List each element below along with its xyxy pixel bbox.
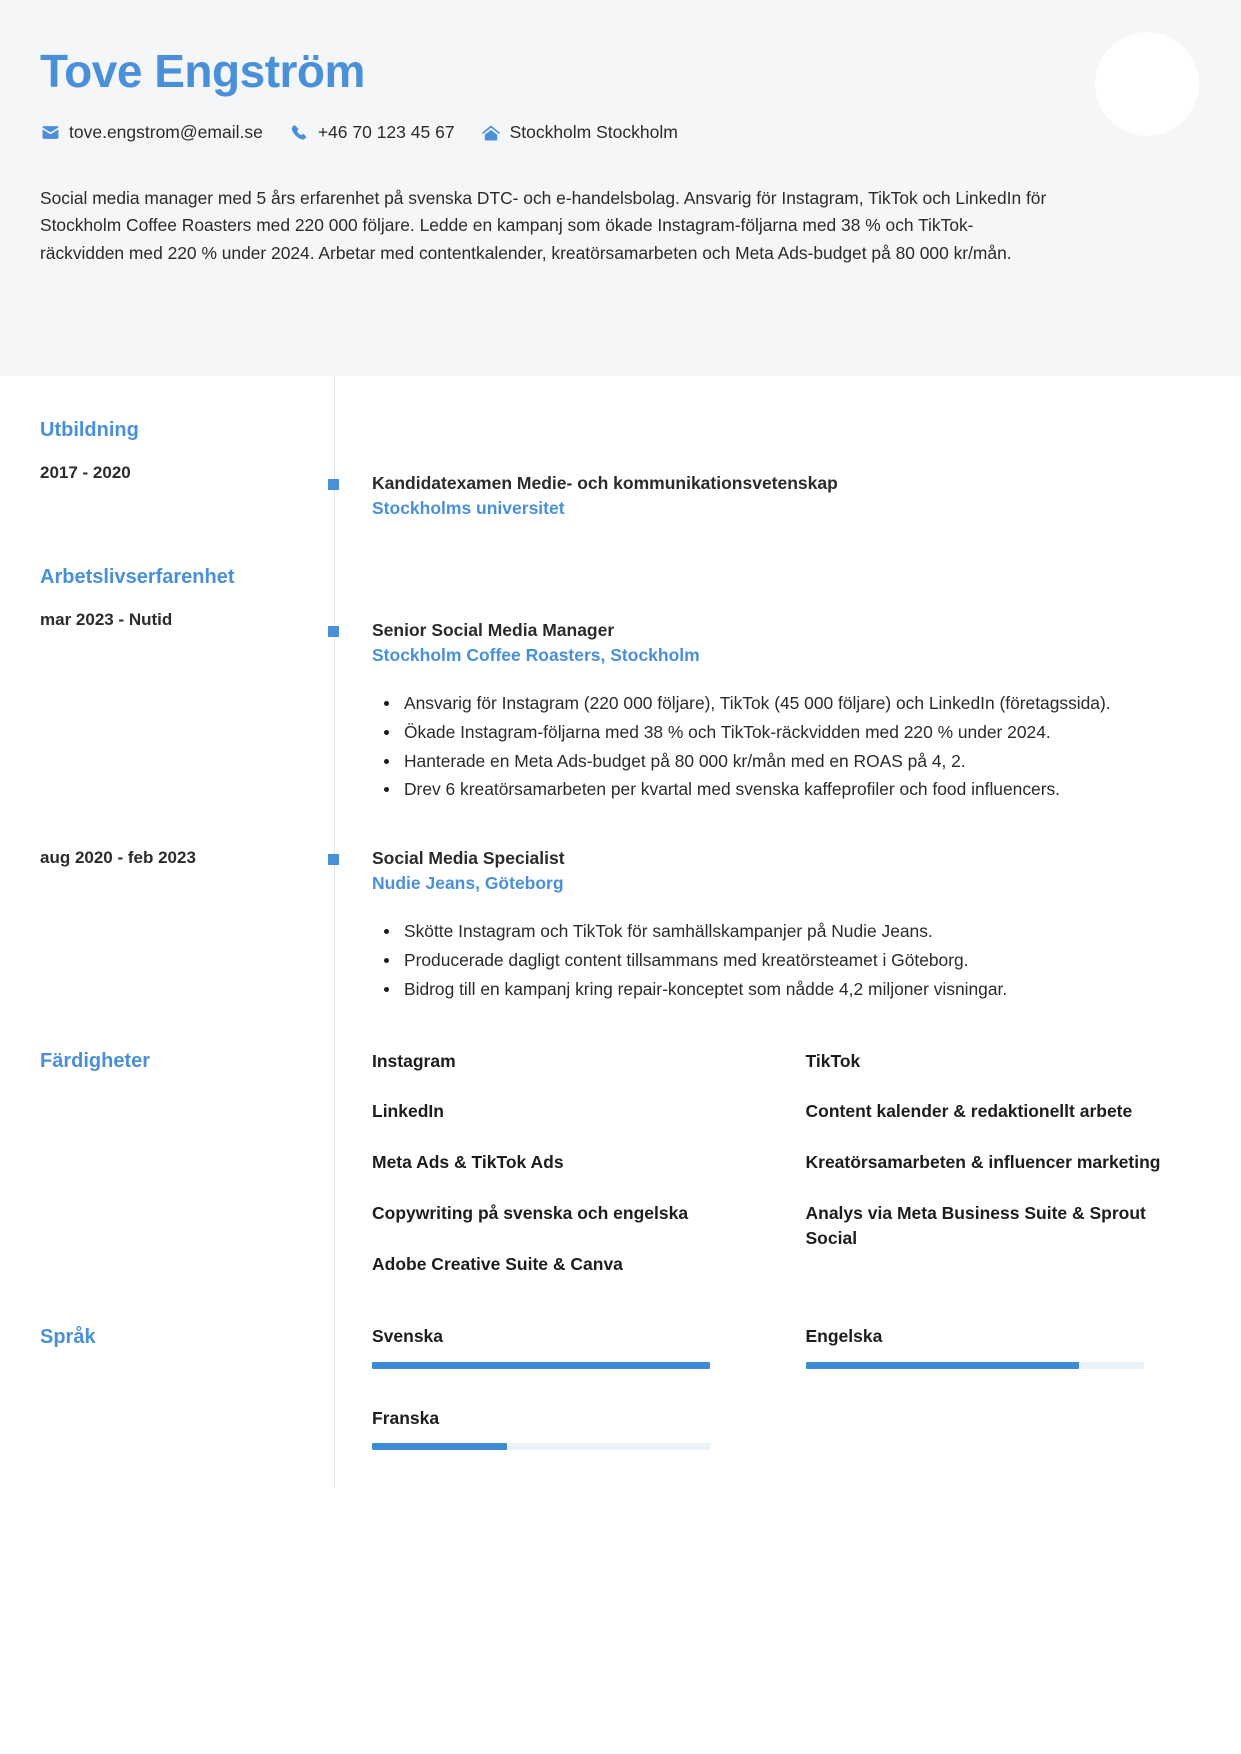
experience-entry-1: [372, 619, 1201, 805]
home-icon: [481, 123, 501, 143]
skill-item: Analys via Meta Business Suite & Sprout Social: [805, 1203, 1146, 1248]
contact-phone[interactable]: [289, 123, 455, 143]
contact-row: [40, 123, 1201, 143]
contact-location-text: Stockholm Stockholm: [509, 121, 678, 142]
resume-header: [0, 0, 1241, 376]
section-skills: [40, 1005, 1201, 1303]
language-item-franska: [372, 1407, 768, 1451]
email-icon: [40, 123, 60, 143]
list-item: Drev 6 kreatörsamarbeten per kvartal med svenska kaffeprofiler och food influencers.: [404, 776, 1201, 803]
section-languages: [40, 1303, 1201, 1489]
experience-role-1: Senior Social Media Manager: [372, 620, 615, 640]
language-item-engelska: [806, 1325, 1202, 1369]
experience-right-column-2: [334, 847, 1201, 1004]
summary-text: Social media manager med 5 års erfarenhet på svenska DTC- och e-handelsbolag. Ansvarig för Instagram, TikTok och LinkedIn för Stockholm Coffee Roasters med 220 000 följare. Ledde en kampanj som ökade Instagram-följarna med 38 % och TikTok-räckvidden med 220 % under 2024. Arbetar med contentkalender, kreatörsamarbeten och Meta Ads-budget på 80 000 kr/mån.: [40, 187, 1047, 263]
skill-item: Meta Ads & TikTok Ads: [372, 1152, 564, 1173]
experience-bullets-1: [372, 690, 1201, 803]
section-title-education: Utbildning: [40, 419, 139, 441]
timeline-marker-icon: [328, 626, 339, 637]
languages-grid: [372, 1325, 1201, 1489]
experience-right-column-1: [334, 565, 1201, 805]
language-name: Franska: [372, 1407, 440, 1428]
language-level-bar: [372, 1443, 710, 1450]
experience-company-2: Nudie Jeans, Göteborg: [372, 872, 564, 893]
list-item: Skötte Instagram och TikTok för samhällskampanjer på Nudie Jeans.: [404, 918, 1201, 945]
language-level-bar: [372, 1362, 710, 1369]
education-entry: [372, 472, 1201, 521]
skills-right-column: [334, 1049, 1201, 1303]
education-left-column: [40, 418, 334, 484]
languages-left-column: [40, 1325, 334, 1349]
education-school: Stockholms universitet: [372, 497, 565, 518]
contact-phone-text: +46 70 123 45 67: [317, 121, 455, 142]
page-title: Tove Engström: [40, 45, 365, 97]
experience-bullets-2: [372, 918, 1201, 1002]
skills-left-column: [40, 1049, 334, 1073]
experience-entry-date-2: aug 2020 - feb 2023: [40, 848, 196, 868]
language-item-svenska: [372, 1325, 768, 1369]
resume-body: [0, 376, 1241, 1488]
education-right-column: [334, 418, 1201, 521]
skill-item: Content kalender & redaktionellt arbete: [805, 1101, 1133, 1122]
language-name: Svenska: [372, 1325, 444, 1346]
experience-left-column-2: [40, 847, 334, 869]
education-entry-date: 2017 - 2020: [40, 463, 131, 482]
section-education: [40, 376, 1201, 521]
skills-grid: [372, 1049, 1201, 1303]
contact-email[interactable]: [40, 123, 263, 143]
experience-company-1: Stockholm Coffee Roasters, Stockholm: [372, 644, 700, 665]
section-experience: [40, 521, 1201, 805]
language-level-fill: [372, 1443, 507, 1450]
skill-item: Copywriting på svenska och engelska: [372, 1203, 689, 1224]
timeline-marker-icon: [328, 479, 339, 490]
avatar: [1095, 32, 1199, 136]
experience-role-2: Social Media Specialist: [372, 848, 565, 869]
skill-item: Instagram: [372, 1050, 456, 1071]
experience-entry-2: [372, 847, 1201, 1004]
skill-item: Adobe Creative Suite & Canva: [372, 1253, 623, 1274]
phone-icon: [289, 123, 309, 143]
language-level-bar: [806, 1362, 1144, 1369]
list-item: Ökade Instagram-följarna med 38 % och TikTok-räckvidden med 220 % under 2024.: [404, 719, 1201, 746]
skills-column-2: [806, 1049, 1202, 1303]
list-item: Producerade dagligt content tillsammans med kreatörsteamet i Göteborg.: [404, 947, 1201, 974]
experience-entry-date-1: mar 2023 - Nutid: [40, 610, 173, 629]
section-title-skills: Färdigheter: [40, 1049, 151, 1072]
language-level-fill: [372, 1362, 710, 1369]
contact-email-text: tove.engstrom@email.se: [69, 121, 263, 142]
timeline-marker-icon: [328, 854, 339, 865]
education-degree: Kandidatexamen Medie- och kommunikationsvetenskap: [372, 473, 838, 493]
contact-location[interactable]: [481, 123, 678, 143]
experience-left-column: [40, 565, 334, 631]
languages-right-column: [334, 1325, 1201, 1489]
section-title-languages: Språk: [40, 1325, 96, 1348]
skill-item: TikTok: [805, 1050, 861, 1071]
skill-item: Kreatörsamarbeten & influencer marketing: [805, 1152, 1161, 1173]
language-level-fill: [806, 1362, 1080, 1369]
language-name: Engelska: [805, 1325, 883, 1346]
section-experience-2: [40, 805, 1201, 1004]
list-item: Ansvarig för Instagram (220 000 följare), TikTok (45 000 följare) och LinkedIn (företagssida).: [404, 690, 1201, 717]
skills-column-1: [372, 1049, 768, 1303]
list-item: Hanterade en Meta Ads-budget på 80 000 kr/mån med en ROAS på 4, 2.: [404, 748, 1201, 775]
skill-item: LinkedIn: [372, 1101, 444, 1122]
section-title-experience: Arbetslivserfarenhet: [40, 566, 235, 588]
list-item: Bidrog till en kampanj kring repair-konceptet som nådde 4,2 miljoner visningar.: [404, 976, 1201, 1003]
